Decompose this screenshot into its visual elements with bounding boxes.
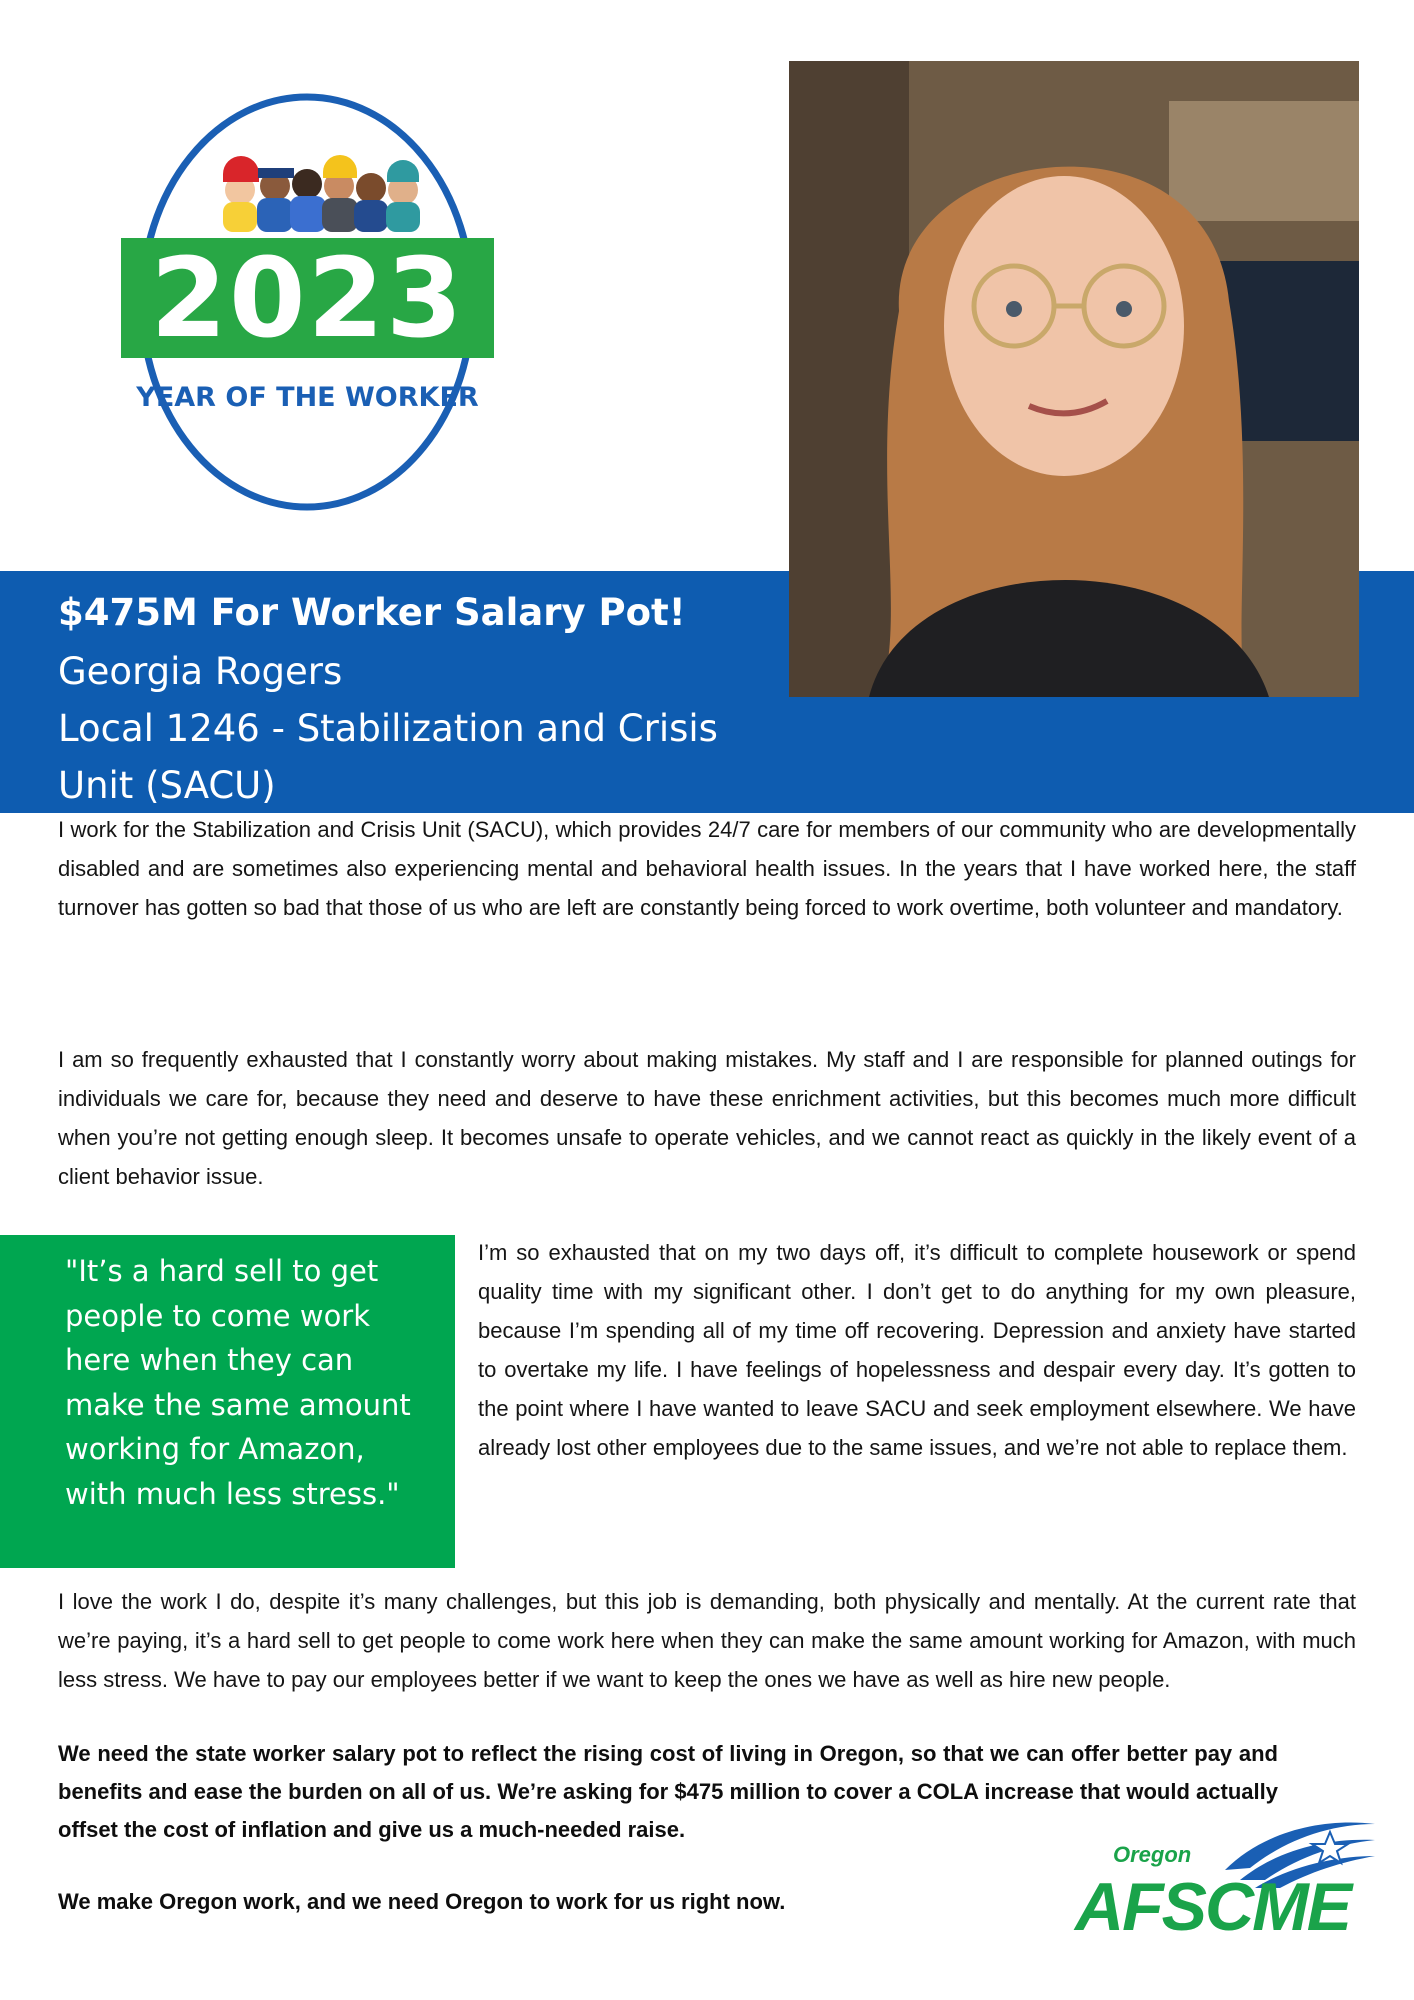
- logo-tagline: YEAR OF THE WORKER: [136, 382, 479, 413]
- paragraph-3: I’m so exhausted that on my two days off, it’s difficult to complete housework or spend quality time with my significant other. I don’t get to do anything for my own pleasure, because I’m spending all of my time off recovering. Depression and anxiety have started to overtake my life. I have feelings of hopelessness and despair every day. It’s gotten to the point where I have wanted to leave SACU and seek employment elsewhere. We have already lost other employees due to the same issues, and we’re not able to replace them.: [478, 1240, 1356, 1460]
- afscme-logo: [1075, 1810, 1385, 1980]
- paragraph-2: I am so frequently exhausted that I constantly worry about making mistakes. My staff and I are responsible for planned outings for individuals we care for, because they need and deserve to have these enrichment activities, but this becomes much more difficult when you’re not getting enough sleep. It becomes unsafe to operate vehicles, and we cannot react as quickly in the likely event of a client behavior issue.: [58, 1047, 1356, 1189]
- worker-name: Georgia Rogers: [58, 650, 343, 693]
- local-line-2: Unit (SACU): [58, 764, 276, 807]
- banner-text: [58, 583, 778, 814]
- afscme-region: Oregon: [1113, 1842, 1192, 1867]
- portrait-illustration-icon: [789, 61, 1359, 697]
- year-of-worker-logo: [135, 90, 480, 515]
- local-line-1: Local 1246 - Stabilization and Crisis: [58, 707, 718, 750]
- pull-quote-text: "It’s a hard sell to get people to come work here when they can make the same amount working for Amazon, with much less stress.": [65, 1254, 411, 1511]
- paragraph-4: I love the work I do, despite it’s many challenges, but this job is demanding, both physically and mentally. At the current rate that we’re paying, it’s a hard sell to get people to come work here when they can make the same amount working for Amazon, with much less stress. We have to pay our employees better if we want to keep the ones we have as well as hire new people.: [58, 1589, 1356, 1692]
- paragraph-1: I work for the Stabilization and Crisis Unit (SACU), which provides 24/7 care for members of our community who are developmentally disabled and are sometimes also experiencing mental and behavioral health issues. In the years that I have worked here, the staff turnover has gotten so bad that those of us who are left are constantly being forced to work overtime, both volunteer and mandatory.: [58, 817, 1356, 920]
- headline: $475M For Worker Salary Pot!: [58, 591, 686, 634]
- afscme-wordmark: AFSCME: [1075, 1869, 1351, 1945]
- portrait-photo: [789, 61, 1359, 697]
- bold-closing-line: We make Oregon work, and we need Oregon to work for us right now.: [58, 1889, 786, 1914]
- logo-year: 2023: [121, 238, 494, 358]
- pull-quote-box: [0, 1235, 455, 1568]
- bold-call-to-action: We need the state worker salary pot to reflect the rising cost of living in Oregon, so that we can offer better pay and benefits and ease the burden on all of us. We’re asking for $475 million to cover a COLA increase that would actually offset the cost of inflation and give us a much-needed raise.: [58, 1741, 1278, 1842]
